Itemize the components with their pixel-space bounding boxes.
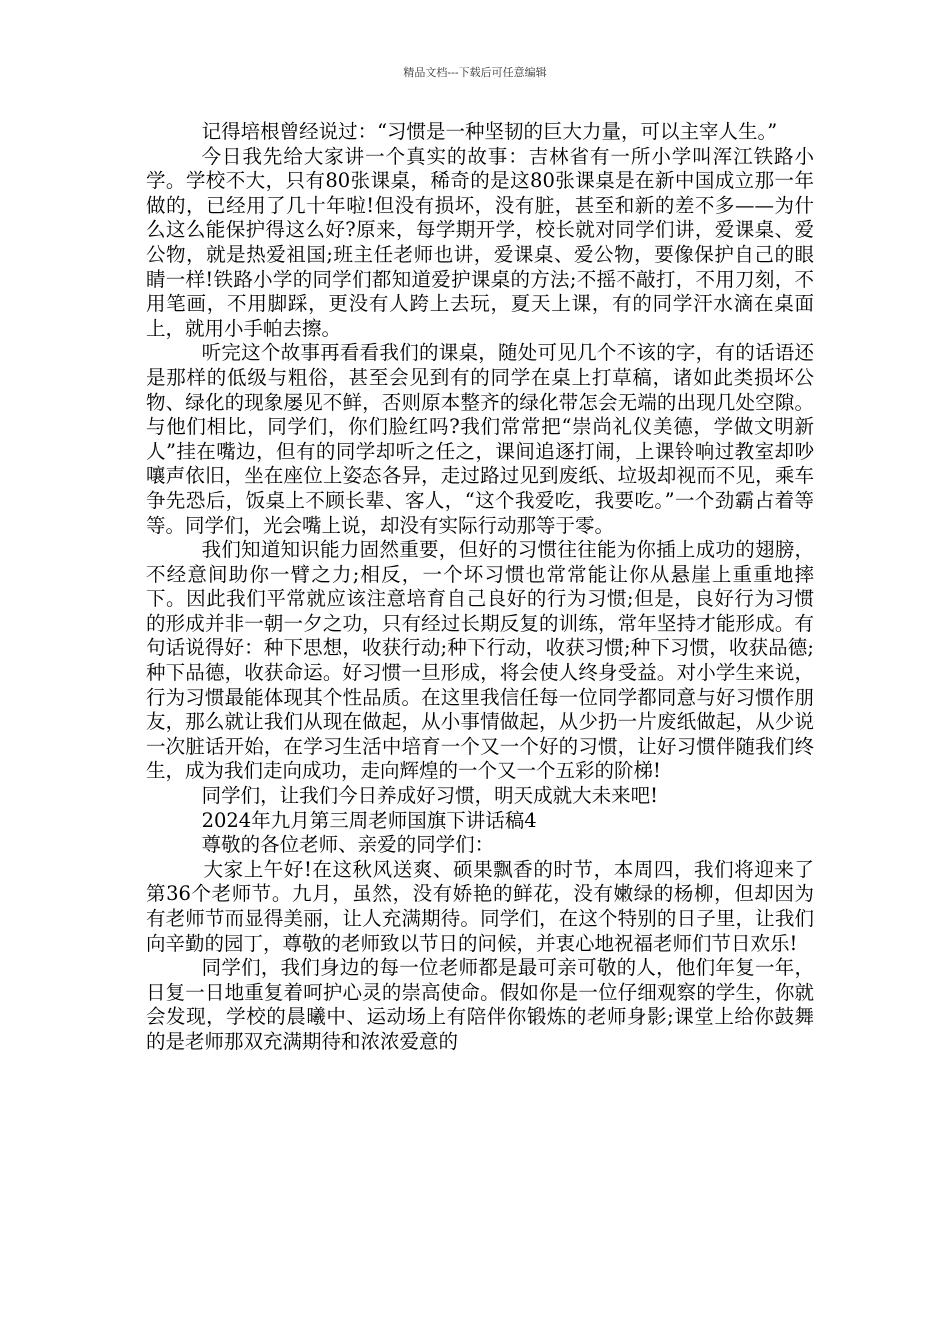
page-header: 精品文档---下载后可任意编辑 [403, 66, 547, 79]
paragraph-teachers: 同学们，我们身边的每一位老师都是最可亲可敬的人，他们年复一年，日复一日地重复着呵护心灵的崇高使命。假如你是一位仔细观察的学生，你就会发现，学校的晨曦中、运动场上有陪伴你锻炼的老师身影;课堂上给你鼓舞的是老师那双充满期待和浓浓爱意的 [146, 956, 814, 1053]
paragraph-reflection: 听完这个故事再看看我们的课桌，随处可见几个不该的字，有的话语还是那样的低级与粗俗，甚至会见到有的同学在桌上打草稿，诸如此类损坏公物、绿化的现象屡见不鲜，否则原本整齐的绿化带怎会无端的出现几处空隙。与他们相比，同学们，你们脸红吗?我们常常把“崇尚礼仪美德，学做文明新人”挂在嘴边，但有的同学却听之任之，课间追逐打闹，上课铃响过教室却吵嚷声依旧，坐在座位上姿态各异，走过路过见到废纸、垃圾却视而不见，乘车争先恐后，饭桌上不顾长辈、客人，“这个我爱吃，我要吃。”一个劲霸占着等等。同学们，光会嘴上说，却没有实际行动那等于零。 [146, 341, 814, 537]
paragraph-habits: 我们知道知识能力固然重要，但好的习惯往往能为你插上成功的翅膀，不经意间助你一臂之力;相反，一个坏习惯也常常能让你从悬崖上重重地摔下。因此我们平常就应该注意培育自己良好的行为习惯;但是，良好行为习惯的形成并非一朝一夕之功，只有经过长期反复的训练，常年坚持才能形成。有句话说得好：种下思想，收获行动;种下行动，收获习惯;种下习惯，收获品德;种下品德，收获命运。好习惯一旦形成，将会使人终身受益。对小学生来说，行为习惯最能体现其个性品质。在这里我信任每一位同学都同意与好习惯作朋友，那么就让我们从现在做起，从小事情做起，从少扔一片废纸做起，从少说一次脏话开始，在学习生活中培育一个又一个好的习惯，让好习惯伴随我们终生，成为我们走向成功，走向辉煌的一个又一个五彩的阶梯! [146, 538, 814, 783]
speech-title: 2024年九月第三周老师国旗下讲话稿4 [201, 808, 537, 832]
document-body [146, 120, 814, 1055]
paragraph-opening: 大家上午好!在这秋风送爽、硕果飘香的时节，本周四，我们将迎来了第36个老师节。九月，虽然，没有娇艳的鲜花，没有嫩绿的杨柳，但却因为有老师节而显得美丽，让人充满期待。同学们，在这个特别的日子里，让我们向辛勤的园丁，尊敬的老师致以节日的问候，并衷心地祝福老师们节日欢乐! [146, 857, 814, 955]
paragraph-quote: 记得培根曾经说过：“习惯是一种坚韧的巨大力量，可以主宰人生。” [201, 120, 778, 143]
speech-greeting: 尊敬的各位老师、亲爱的同学们： [201, 833, 495, 857]
paragraph-story: 今日我先给大家讲一个真实的故事：吉林省有一所小学叫浑江铁路小学。学校不大，只有80张课桌，稀奇的是这80张课桌是在新中国成立那一年做的，已经用了几十年啦!但没有损坏，没有脏，甚至和新的差不多——为什么这么能保护得这么好?原来，每学期开学，校长就对同学们讲，爱课桌、爱公物，就是热爱祖国;班主任老师也讲，爱课桌、爱公物，要像保护自己的眼睛一样!铁路小学的同学们都知道爱护课桌的方法;不摇不敲打，不用刀刻，不用笔画，不用脚踩，更没有人跨上去玩，夏天上课，有的同学汗水滴在桌面上，就用小手帕去擦。 [146, 144, 814, 340]
paragraph-closing: 同学们，让我们今日养成好习惯，明天成就大未来吧! [201, 784, 658, 808]
